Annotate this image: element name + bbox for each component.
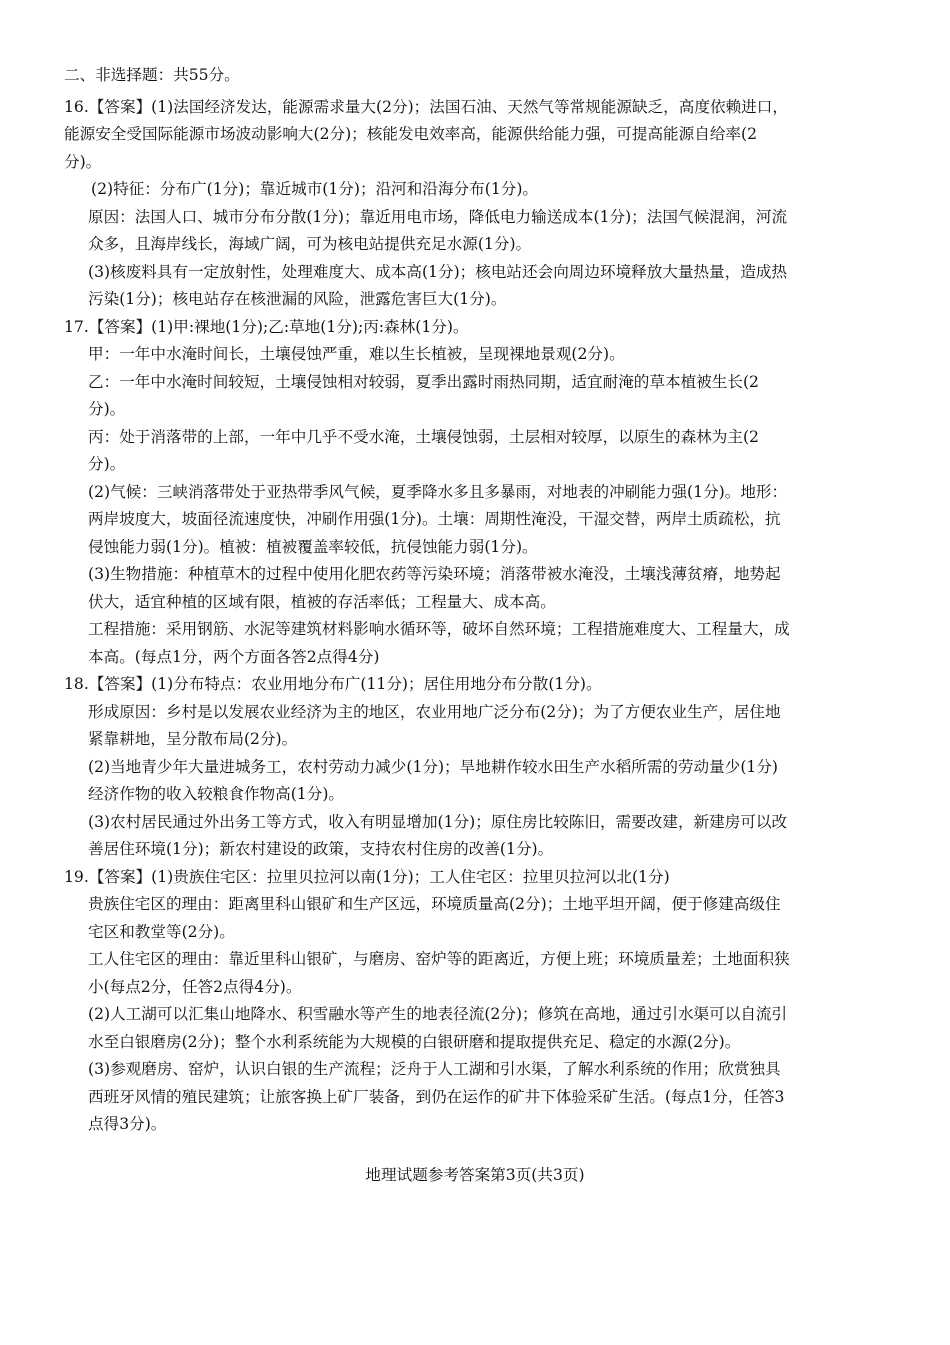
answer-line: 点得3分)。 bbox=[88, 1115, 167, 1133]
answer-line: 水至白银磨房(2分)；整个水利系统能为大规模的白银研磨和提取提供充足、稳定的水源(2分)。 bbox=[88, 1032, 741, 1051]
answer-line: 本高。(每点1分，两个方面各答2点得4分) bbox=[88, 647, 380, 666]
answer-line: 贵族住宅区的理由：距离里科山银矿和生产区远，环境质量高(2分)；土地平坦开阔，便于修建高级住 bbox=[88, 895, 781, 913]
answer-line: 善居住环境(1分)；新农村建设的政策，支持农村住房的改善(1分)。 bbox=[88, 840, 554, 858]
question-19-answer bbox=[64, 864, 892, 1139]
answer-line: 众多，且海岸线长，海域广阔，可为核电站提供充足水源(1分)。 bbox=[88, 235, 532, 253]
answer-line: 侵蚀能力弱(1分)。植被：植被覆盖率较低，抗侵蚀能力弱(1分)。 bbox=[88, 537, 538, 556]
answer-line: 西班牙风情的殖民建筑；让旅客换上矿厂装备，到仍在运作的矿井下体验采矿生活。(每点1分，任答3 bbox=[88, 1087, 785, 1106]
answer-line: (3)核废料具有一定放射性，处理难度大、成本高(1分)；核电站还会向周边环境释放大量热量，造成热 bbox=[88, 262, 788, 281]
answer-line: (3)农村居民通过外出务工等方式，收入有明显增加(1分)；原住房比较陈旧，需要改建，新建房可以改 bbox=[88, 812, 788, 831]
page-footer: 地理试题参考答案第3页(共3页) bbox=[365, 1166, 585, 1184]
answer-line: 伏大，适宜种植的区域有限，植被的存活率低；工程量大、成本高。 bbox=[88, 592, 556, 611]
answer-line: 分)。 bbox=[64, 152, 102, 171]
section-heading: 二、非选择题：共55分。 bbox=[64, 66, 240, 84]
answer-line: 乙：一年中水淹时间较短，土壤侵蚀相对较弱，夏季出露时雨热同期，适宜耐淹的草本植被生长(2 bbox=[88, 372, 759, 391]
question-17-answer bbox=[64, 314, 892, 672]
answer-content bbox=[64, 62, 892, 1139]
answer-line: 紧靠耕地，呈分散布局(2分)。 bbox=[88, 730, 298, 748]
question-18-answer bbox=[64, 671, 892, 864]
answer-line: (2)当地青少年大量进城务工，农村劳动力减少(1分)；旱地耕作较水田生产水稻所需的劳动量少(1分) bbox=[88, 757, 779, 776]
answer-header-line: 18.【答案】(1)分布特点：农业用地分布广(11分)；居住用地分布分散(1分)。 bbox=[64, 675, 602, 693]
answer-header-line: 19.【答案】(1)贵族住宅区：拉里贝拉河以南(1分)；工人住宅区：拉里贝拉河以北(1分) bbox=[64, 867, 670, 886]
answer-line: (2)人工湖可以汇集山地降水、积雪融水等产生的地表径流(2分)；修筑在高地，通过引水渠可以自流引 bbox=[88, 1005, 788, 1023]
answer-line: 形成原因：乡村是以发展农业经济为主的地区，农业用地广泛分布(2分)；为了方便农业生产，居住地 bbox=[88, 702, 781, 721]
question-16-answer bbox=[64, 94, 892, 314]
answer-line: 甲：一年中水淹时间长，土壤侵蚀严重，难以生长植被，呈现裸地景观(2分)。 bbox=[88, 345, 625, 363]
answer-header-line: 17.【答案】(1)甲:裸地(1分);乙:草地(1分);丙:森林(1分)。 bbox=[64, 317, 469, 336]
answer-line: 分)。 bbox=[88, 400, 126, 418]
answer-line: 小(每点2分，任答2点得4分)。 bbox=[88, 977, 302, 996]
answer-line: 工程措施：采用钢筋、水泥等建筑材料影响水循环等，破坏自然环境；工程措施难度大、工程量大，成 bbox=[88, 620, 790, 638]
answer-line: 丙：处于消落带的上部，一年中几乎不受水淹，土壤侵蚀弱，土层相对较厚，以原生的森林为主(2 bbox=[88, 427, 759, 446]
answer-line: (3)参观磨房、窑炉，认识白银的生产流程；泛舟于人工湖和引水渠，了解水利系统的作用；欣赏独具 bbox=[88, 1060, 781, 1078]
answer-line: 经济作物的收入较粮食作物高(1分)。 bbox=[88, 785, 344, 803]
answer-line: (2)特征：分布广(1分)；靠近城市(1分)；沿河和沿海分布(1分)。 bbox=[91, 180, 539, 198]
answer-line: 原因：法国人口、城市分布分散(1分)；靠近用电市场，降低电力输送成本(1分)；法国气候混润，河流 bbox=[88, 207, 788, 226]
answer-line: 分)。 bbox=[88, 455, 126, 473]
answer-line: (2)气候：三峡消落带处于亚热带季风气候，夏季降水多且多暴雨，对地表的冲刷能力强(1分)。地形： bbox=[88, 482, 788, 501]
answer-line: (3)生物措施：种植草木的过程中使用化肥农药等污染环境；消落带被水淹没，土壤浅薄贫瘠，地势起 bbox=[88, 565, 781, 583]
answer-header-line: 16.【答案】(1)法国经济发达，能源需求量大(2分)；法国石油、天然气等常规能源缺乏，高度依赖进口， bbox=[64, 97, 788, 116]
answer-line: 能源安全受国际能源市场波动影响大(2分)；核能发电效率高，能源供给能力强，可提高能源自给率(2 bbox=[64, 125, 758, 143]
answer-line: 工人住宅区的理由：靠近里科山银矿，与磨房、窑炉等的距离近，方便上班；环境质量差；土地面积狭 bbox=[88, 950, 790, 968]
answer-line: 宅区和教堂等(2分)。 bbox=[88, 922, 235, 941]
answer-line: 两岸坡度大，坡面径流速度快，冲刷作用强(1分)。土壤：周期性淹没，干湿交替，两岸土质疏松，抗 bbox=[88, 510, 781, 528]
answer-line: 污染(1分)；核电站存在核泄漏的风险，泄露危害巨大(1分)。 bbox=[88, 290, 507, 308]
